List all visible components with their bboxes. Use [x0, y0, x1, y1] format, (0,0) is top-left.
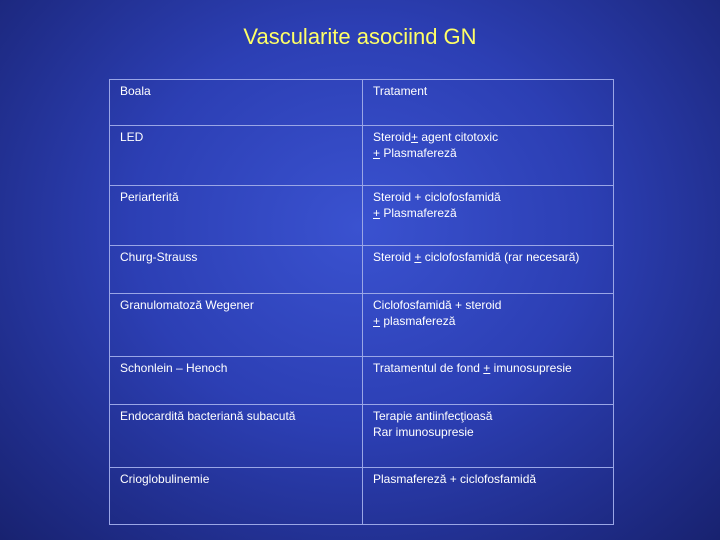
- treatment-line: Steroid+ agent citotoxic: [373, 130, 499, 144]
- treatment-table: [109, 79, 614, 525]
- page-title: Vascularite asociind GN: [243, 24, 477, 49]
- table-row: [110, 468, 614, 525]
- disease-cell: Churg-Strauss: [110, 246, 363, 294]
- disease-cell: Periarterită: [110, 186, 363, 246]
- treatment-line: Steroid + ciclofosfamidă: [373, 190, 501, 204]
- treatment-line: Tratamentul de fond + imunosupresie: [373, 361, 572, 375]
- treatment-cell: [363, 246, 614, 294]
- treatment-line: + Plasmafereză: [373, 146, 457, 160]
- disease-cell: LED: [110, 126, 363, 186]
- treatment-cell: [363, 186, 614, 246]
- treatment-cell: [363, 468, 614, 525]
- table-row: [110, 126, 614, 186]
- treatment-cell: [363, 126, 614, 186]
- table-row: [110, 294, 614, 357]
- disease-cell: Schonlein – Henoch: [110, 357, 363, 405]
- treatment-line: + plasmafereză: [373, 314, 456, 328]
- disease-cell: Endocardită bacteriană subacută: [110, 405, 363, 468]
- table-row: [110, 186, 614, 246]
- treatment-line: + Plasmafereză: [373, 206, 457, 220]
- treatment-line: Terapie antiinfecţioasă: [373, 409, 493, 423]
- disease-cell: Granulomatoză Wegener: [110, 294, 363, 357]
- treatment-cell: [363, 357, 614, 405]
- treatment-line: Plasmafereză + ciclofosfamidă: [373, 472, 537, 486]
- table-row: [110, 246, 614, 294]
- disease-cell: Crioglobulinemie: [110, 468, 363, 525]
- treatment-line: Steroid + ciclofosfamidă (rar necesară): [373, 250, 580, 264]
- treatment-cell: [363, 294, 614, 357]
- table-row: [110, 405, 614, 468]
- header-cell-treatment: Tratament: [363, 80, 614, 126]
- table-row: [110, 357, 614, 405]
- table-header-row: [110, 80, 614, 126]
- treatment-line: Ciclofosfamidă + steroid: [373, 298, 502, 312]
- treatment-cell: [363, 405, 614, 468]
- header-cell-disease: Boala: [110, 80, 363, 126]
- treatment-line: Rar imunosupresie: [373, 425, 474, 439]
